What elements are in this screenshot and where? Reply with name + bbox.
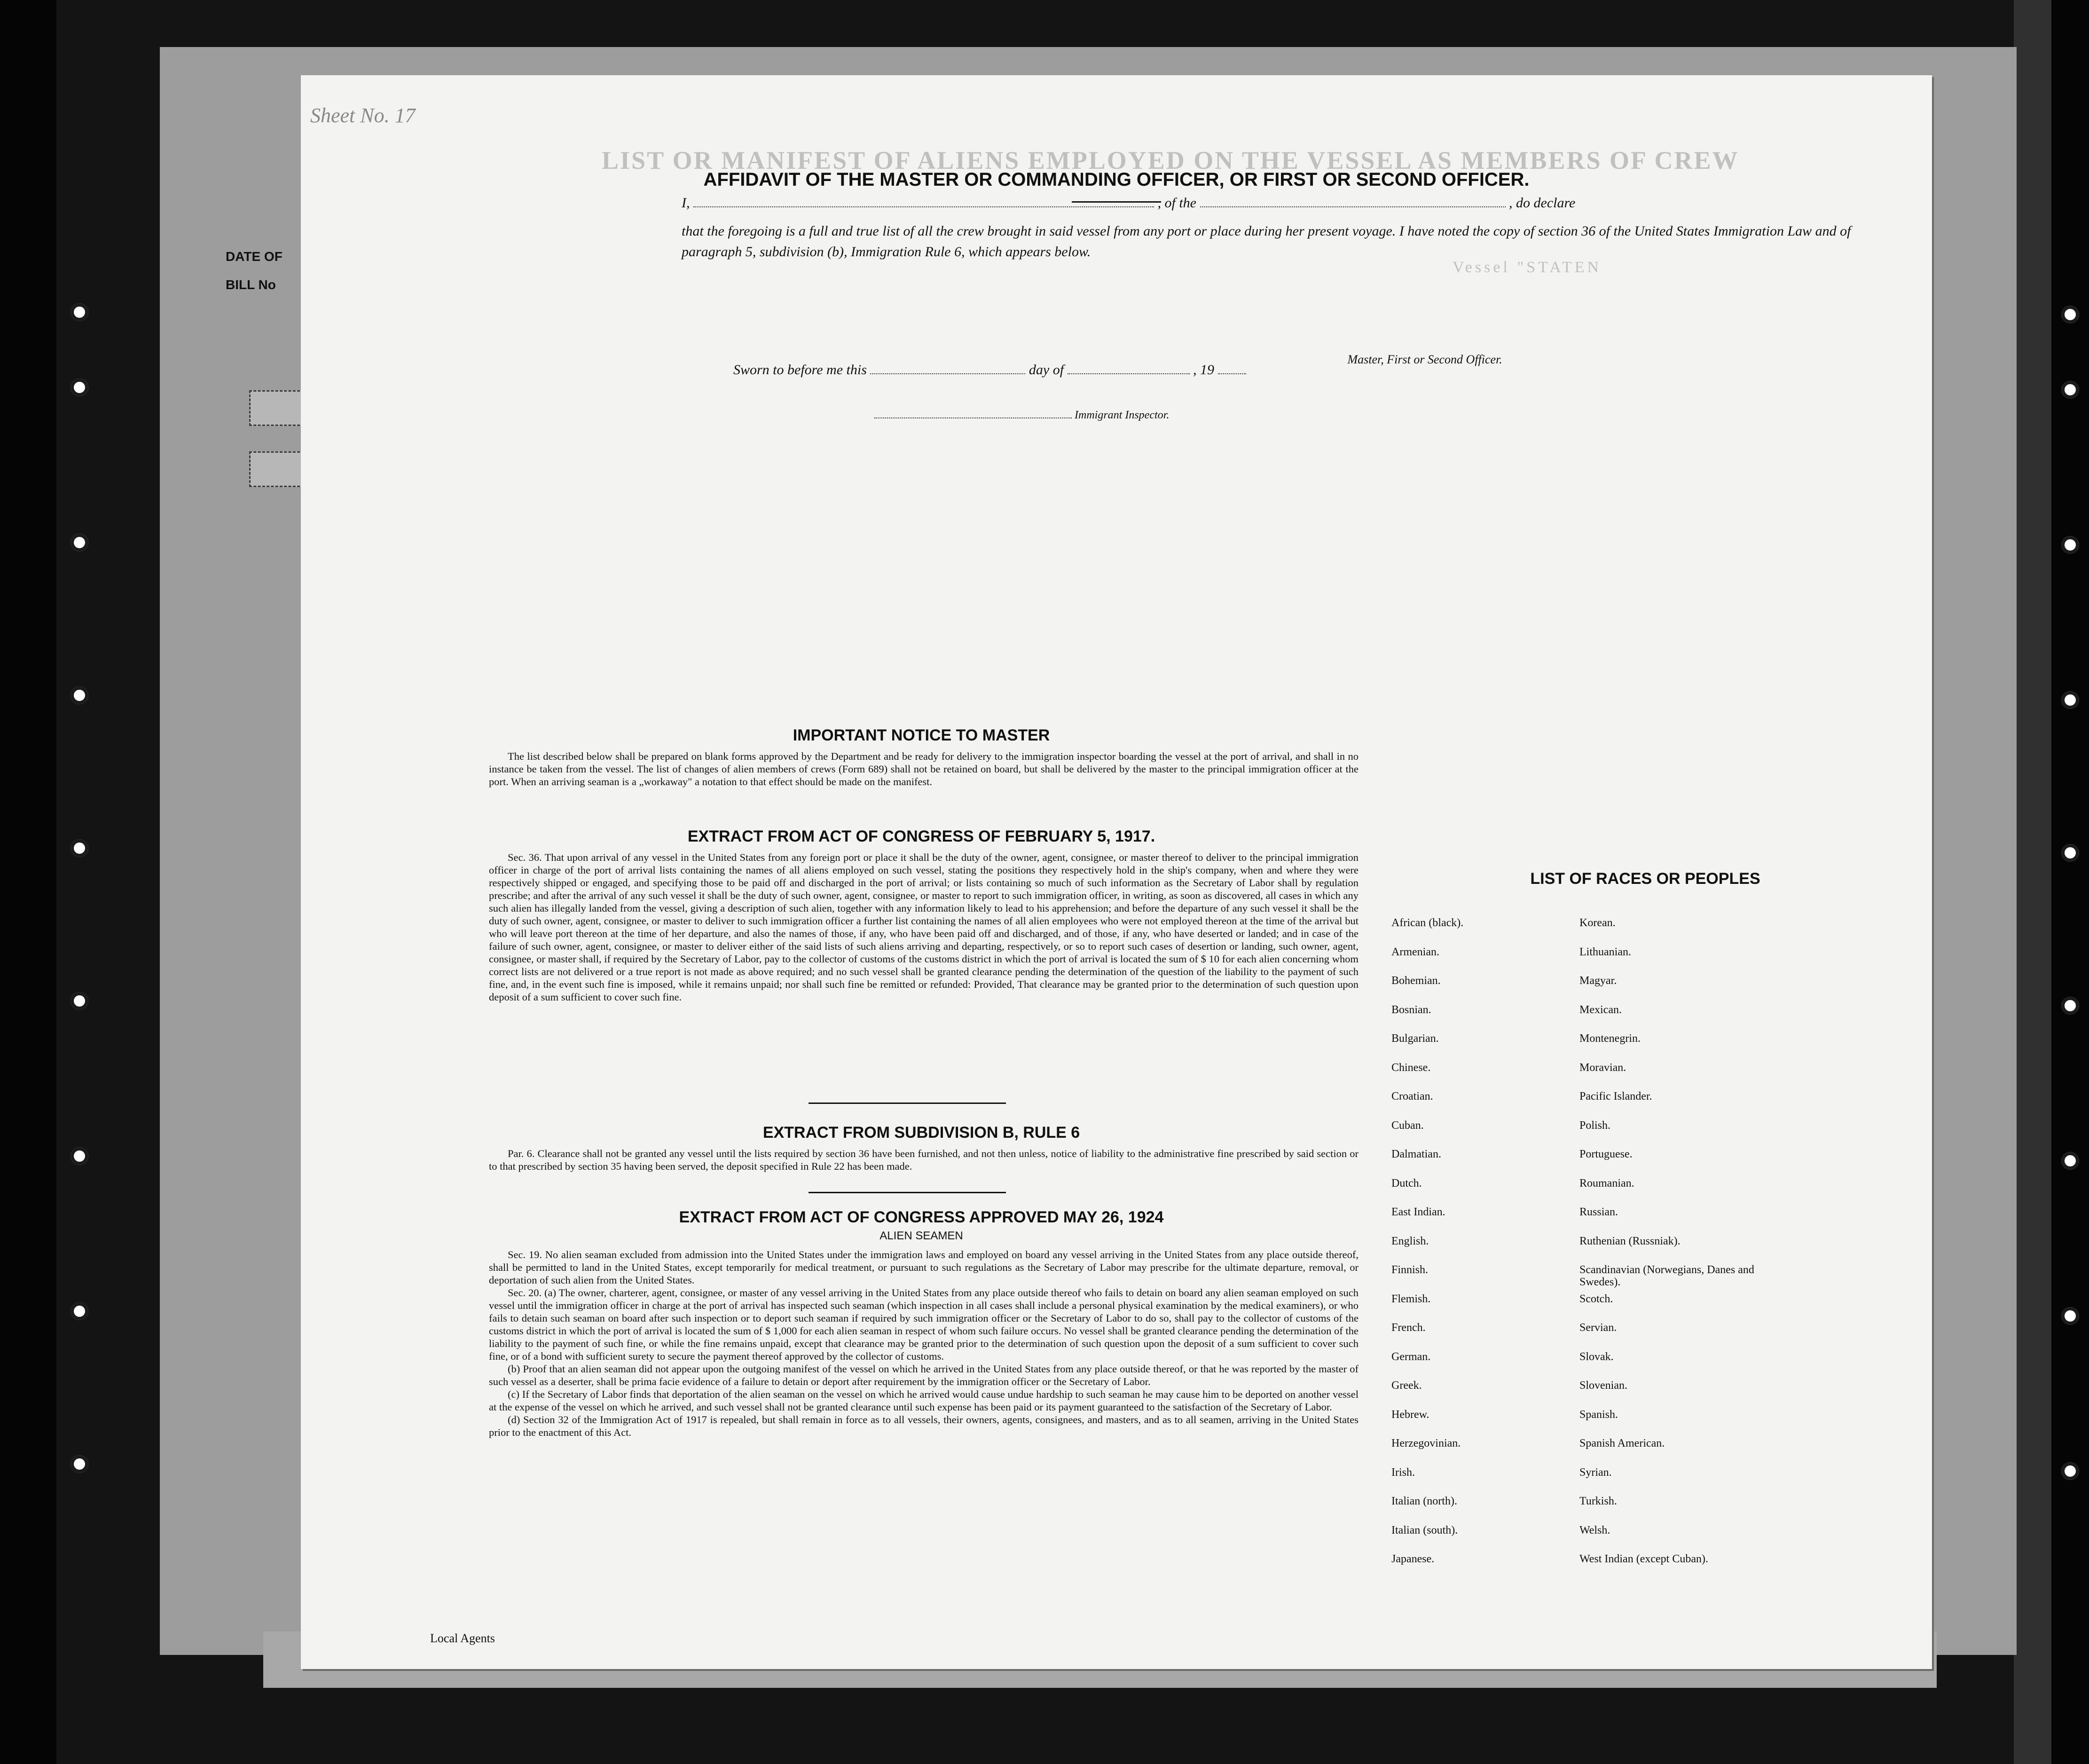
- bleed-through-vessel: Vessel "STATEN: [1453, 259, 1602, 276]
- sprocket-hole-icon: [71, 839, 88, 857]
- section-divider: [809, 1192, 1006, 1193]
- race-item: Magyar.: [1579, 975, 1617, 987]
- race-item: Slovak.: [1579, 1350, 1614, 1363]
- race-item: Cuban.: [1391, 1119, 1424, 1132]
- race-item: African (black).: [1391, 917, 1464, 929]
- races-column-right: [1579, 917, 1777, 1582]
- affidavit-body: that the foregoing is a full and true list of all the crew brought in said vessel from any port or place during her present voyage. I have noted the copy of section 36 of the United States Immigration Law and of paragraph 5, subdivision (b), Immigration Rule 6, which appears below.: [682, 223, 1851, 260]
- race-item: Flemish.: [1391, 1292, 1431, 1305]
- races-list-title: LIST OF RACES OR PEOPLES: [1530, 870, 1760, 888]
- race-item: Italian (north).: [1391, 1495, 1457, 1507]
- race-item: Herzegovinian.: [1391, 1437, 1461, 1449]
- sworn-year: , 19: [1193, 362, 1215, 378]
- master-signature-label: Master, First or Second Officer.: [1347, 353, 1502, 366]
- affidavit-title: AFFIDAVIT OF THE MASTER OR COMMANDING OFFICER, OR FIRST OR SECOND OFFICER.: [703, 169, 1530, 190]
- sprocket-hole-icon: [71, 992, 88, 1010]
- vessel-name-field[interactable]: [1200, 206, 1506, 207]
- race-item: Scotch.: [1579, 1292, 1613, 1305]
- alien-seamen-subtitle: ALIEN SEAMEN: [880, 1229, 963, 1242]
- race-item: Bulgarian.: [1391, 1032, 1439, 1045]
- margin-date-of: DATE OF: [226, 249, 283, 264]
- sworn-prefix: Sworn to before me this: [733, 362, 867, 378]
- sprocket-hole-icon: [2061, 997, 2079, 1015]
- extract-rule6-text: [489, 1147, 1359, 1173]
- race-item: West Indian (except Cuban).: [1579, 1553, 1708, 1565]
- sprocket-hole-icon: [71, 534, 88, 551]
- film-border-right: [2051, 0, 2089, 1764]
- film-strip-right: [2014, 0, 2051, 1764]
- race-item: French.: [1391, 1322, 1426, 1334]
- race-item: English.: [1391, 1235, 1429, 1247]
- sprocket-hole-icon: [2061, 306, 2079, 323]
- race-item: Moravian.: [1579, 1061, 1626, 1074]
- sec-36-paragraph: Sec. 36. That upon arrival of any vessel in the United States from any foreign port or place it shall be the duty of the owner, agent, consignee, or master thereof to deliver to the principal immigration officer in charge of the port of arrival lists containing the names of all aliens employed on such vessel, stating the positions they respectively hold in the ship's company, when and where they were respectively shipped or engaged, and specifying those to be paid off and discharged in the port of arrival; or lists containing so much of such information as the Secretary of Labor shall by regulation prescribe; and after the arrival of any such vessel it shall be the duty of such owner, agent, consignee, or master to report to such immigration officer, in writing, as soon as discovered, all cases in which any such alien has illegally landed from the vessel, giving a description of such alien, together with any information likely to lead to his apprehension; and before the departure of any such vessel it shall be the duty of such owner, agent, consignee, or master to deliver to such immigration officer a further list containing the names of all alien employees who were not employed thereon at the time of the arrival but who will leave port thereon at the time of her departure, and also the names of those, if any, who have been paid off and discharged, and of those, if any, who have deserted or landed; and in case of the failure of such owner, agent, consignee, or master to deliver either of the said lists of such aliens arriving and departing, respectively, or so to report such cases of desertion or landing, such owner, agent, consignee, or master shall, if required by the Secretary of Labor, pay to the collector of customs of the customs district in which the port of arrival is located the sum of $ 10 for each alien concerning whom correct lists are not delivered or a true report is not made as above required; and no such vessel shall be granted clearance pending the determination of the question of the liability to the payment of such fine, and, in the event such fine is imposed, while it remains unpaid; nor shall such fine be remitted or refunded: Provided, That clearance may be granted prior to the determination of such question upon deposit of a sum sufficient to cover such fine.: [489, 851, 1359, 1003]
- sec-20b-paragraph: (b) Proof that an alien seaman did not appear upon the outgoing manifest of the vessel on which he arrived in the United States from any place outside thereof, or that he was reported by the master of such vessel as a deserter, shall be prima facie evidence of a failure to detain or deport after requirement by the immigration officer or the Secretary of Labor.: [489, 1363, 1359, 1387]
- inspector-line: [874, 409, 1169, 422]
- section-divider: [809, 1102, 1006, 1104]
- race-item: Japanese.: [1391, 1553, 1435, 1565]
- sworn-day-of: day of: [1029, 362, 1064, 378]
- extract-1917-text: [489, 851, 1359, 1003]
- bleed-through-sheet-no: Sheet No. 17: [310, 104, 416, 127]
- sworn-month-field[interactable]: [1068, 373, 1190, 374]
- par-6-paragraph: Par. 6. Clearance shall not be granted any vessel until the lists required by section 36 have been furnished, and not then unless, notice of liability to the administrative fine prescribed by said section or to that prescribed by section 35 having been served, the deposit specified in Rule 22 has been made.: [489, 1148, 1359, 1172]
- extract-1924-title: EXTRACT FROM ACT OF CONGRESS APPROVED MAY 26, 1924: [679, 1208, 1164, 1226]
- race-item: Syrian.: [1579, 1466, 1612, 1479]
- race-item: Chinese.: [1391, 1061, 1431, 1074]
- race-item: East Indian.: [1391, 1206, 1445, 1218]
- race-item: Spanish American.: [1579, 1437, 1665, 1449]
- race-item: Lithuanian.: [1579, 945, 1631, 958]
- sprocket-hole-icon: [2061, 1462, 2079, 1480]
- race-item: Slovenian.: [1579, 1379, 1627, 1392]
- affidavit-of-the: , of the: [1157, 195, 1196, 211]
- race-item: Welsh.: [1579, 1524, 1610, 1536]
- race-item: Hebrew.: [1391, 1408, 1429, 1421]
- race-item: Montenegrin.: [1579, 1032, 1641, 1045]
- sprocket-hole-icon: [2061, 691, 2079, 709]
- notice-title: IMPORTANT NOTICE TO MASTER: [793, 726, 1050, 744]
- sec-20a-paragraph: Sec. 20. (a) The owner, charterer, agent, consignee, or master of any vessel arriving in the United States from any place outside thereof who fails to detain on board any alien seaman employed on such vessel until the immigration officer in charge at the port of arrival has inspected such seaman (which inspection in all cases shall include a personal physical examination by the medical examiners), or who fails to detain such seaman on board after such inspection or to deport such seaman if required by such immigration officer or the Secretary of Labor to do so, shall pay to the collector of customs of the customs district in which the port of arrival is located the sum of $ 1,000 for each alien seaman in respect of whom such failure occurs. No vessel shall be granted clearance pending the determination of the liability to the payment of such fine, or while the fine remains unpaid, except that clearance may be granted prior to the determination of such question upon the deposit of a sum sufficient to cover such fine, or of a bond with sufficient surety to secure the payment thereof approved by the collector of customs.: [489, 1287, 1359, 1362]
- race-item: Mexican.: [1579, 1003, 1622, 1016]
- race-item: Bosnian.: [1391, 1003, 1431, 1016]
- race-item: Greek.: [1391, 1379, 1422, 1392]
- race-item: Spanish.: [1579, 1408, 1618, 1421]
- affidavit-page: [301, 75, 1932, 1669]
- sec-20d-paragraph: (d) Section 32 of the Immigration Act of 1917 is repealed, but shall remain in force as to all vessels, their owners, agents, consignees, and masters, and as to all seamen, arriving in the United States prior to the enactment of this Act.: [489, 1414, 1359, 1438]
- master-signature-area: [1344, 353, 1502, 367]
- sprocket-hole-icon: [2061, 844, 2079, 862]
- sworn-year-field[interactable]: [1218, 373, 1246, 374]
- local-agents-label: Local Agents: [430, 1631, 495, 1645]
- sprocket-hole-icon: [71, 686, 88, 704]
- race-item: Armenian.: [1391, 945, 1439, 958]
- sprocket-hole-icon: [71, 303, 88, 321]
- affidavit-i: I,: [682, 195, 690, 211]
- race-item: Polish.: [1579, 1119, 1611, 1132]
- sprocket-hole-icon: [71, 1455, 88, 1473]
- race-item: Portuguese.: [1579, 1148, 1633, 1160]
- extract-rule6-title: EXTRACT FROM SUBDIVISION B, RULE 6: [762, 1124, 1080, 1142]
- sprocket-hole-icon: [2061, 381, 2079, 399]
- race-item: Roumanian.: [1579, 1177, 1634, 1189]
- race-item: Dalmatian.: [1391, 1148, 1441, 1160]
- extract-1917-title: EXTRACT FROM ACT OF CONGRESS OF FEBRUARY 5, 1917.: [687, 827, 1155, 845]
- inspector-label: Immigrant Inspector.: [1075, 409, 1170, 421]
- race-item: Pacific Islander.: [1579, 1090, 1652, 1102]
- sprocket-hole-icon: [2061, 1152, 2079, 1170]
- race-item: Bohemian.: [1391, 975, 1441, 987]
- race-item: Finnish.: [1391, 1264, 1429, 1276]
- race-item: German.: [1391, 1350, 1431, 1363]
- extract-1924-text: [489, 1248, 1359, 1439]
- notice-text: [489, 750, 1359, 788]
- race-item: Italian (south).: [1391, 1524, 1458, 1536]
- bleed-through-title: LIST OR MANIFEST OF ALIENS EMPLOYED ON THE VESSEL AS MEMBERS OF CREW: [602, 146, 1739, 174]
- sworn-line: [733, 362, 1246, 378]
- race-item: Croatian.: [1391, 1090, 1433, 1102]
- race-item: Russian.: [1579, 1206, 1618, 1218]
- sec-20c-paragraph: (c) If the Secretary of Labor finds that deportation of the alien seaman on the vessel on which he arrived would cause undue hardship to such seaman he may cause him to be deported on another vessel at the expense of the vessel on which he arrived, and such vessel shall not be granted clearance until such expense has been paid or its payment guaranteed to the satisfaction of the Secretary of Labor.: [489, 1388, 1359, 1413]
- race-item: Scandinavian (Norwegians, Danes and Swedes).: [1579, 1264, 1754, 1288]
- sworn-day-field[interactable]: [870, 373, 1025, 374]
- sprocket-hole-icon: [2061, 1307, 2079, 1325]
- race-item: Turkish.: [1579, 1495, 1617, 1507]
- race-item: Ruthenian (Russniak).: [1579, 1235, 1681, 1247]
- notice-paragraph: The list described below shall be prepared on blank forms approved by the Department and be ready for delivery to the immigration inspector boarding the vessel at the port of arrival, and shall in no instance be taken from the vessel. The list of changes of alien members of crews (Form 689) shall not be retained on board, but shall be delivered by the master to the principal immigration officer at the port. When an arriving seaman is a „workaway" a notation to that effect should be made on the manifest.: [489, 750, 1359, 788]
- sprocket-hole-icon: [71, 1147, 88, 1165]
- sprocket-hole-icon: [71, 1302, 88, 1320]
- race-item: Servian.: [1579, 1322, 1617, 1334]
- affidavit-line-1: [682, 195, 1575, 211]
- inspector-signature-field[interactable]: [874, 417, 1072, 418]
- film-border-left: [0, 0, 56, 1764]
- sprocket-hole-icon: [2061, 536, 2079, 554]
- margin-bill-no: BILL No: [226, 277, 276, 292]
- affidavit-declare: , do declare: [1509, 195, 1576, 211]
- master-name-field[interactable]: [693, 206, 1154, 207]
- sprocket-hole-icon: [71, 378, 88, 396]
- race-item: Irish.: [1391, 1466, 1415, 1479]
- race-item: Dutch.: [1391, 1177, 1422, 1189]
- sec-19-paragraph: Sec. 19. No alien seaman excluded from admission into the United States under the immigration laws and employed on board any vessel arriving in the United States from any place outside thereof, shall be permitted to land in the United States, except temporarily for medical treatment, or pursuant to such regulations as the Secretary of Labor may prescribe for the ultimate departure, removal, or deportation of such alien from the United States.: [489, 1249, 1359, 1286]
- race-item: Korean.: [1579, 917, 1616, 929]
- races-column-left: [1391, 917, 1463, 1582]
